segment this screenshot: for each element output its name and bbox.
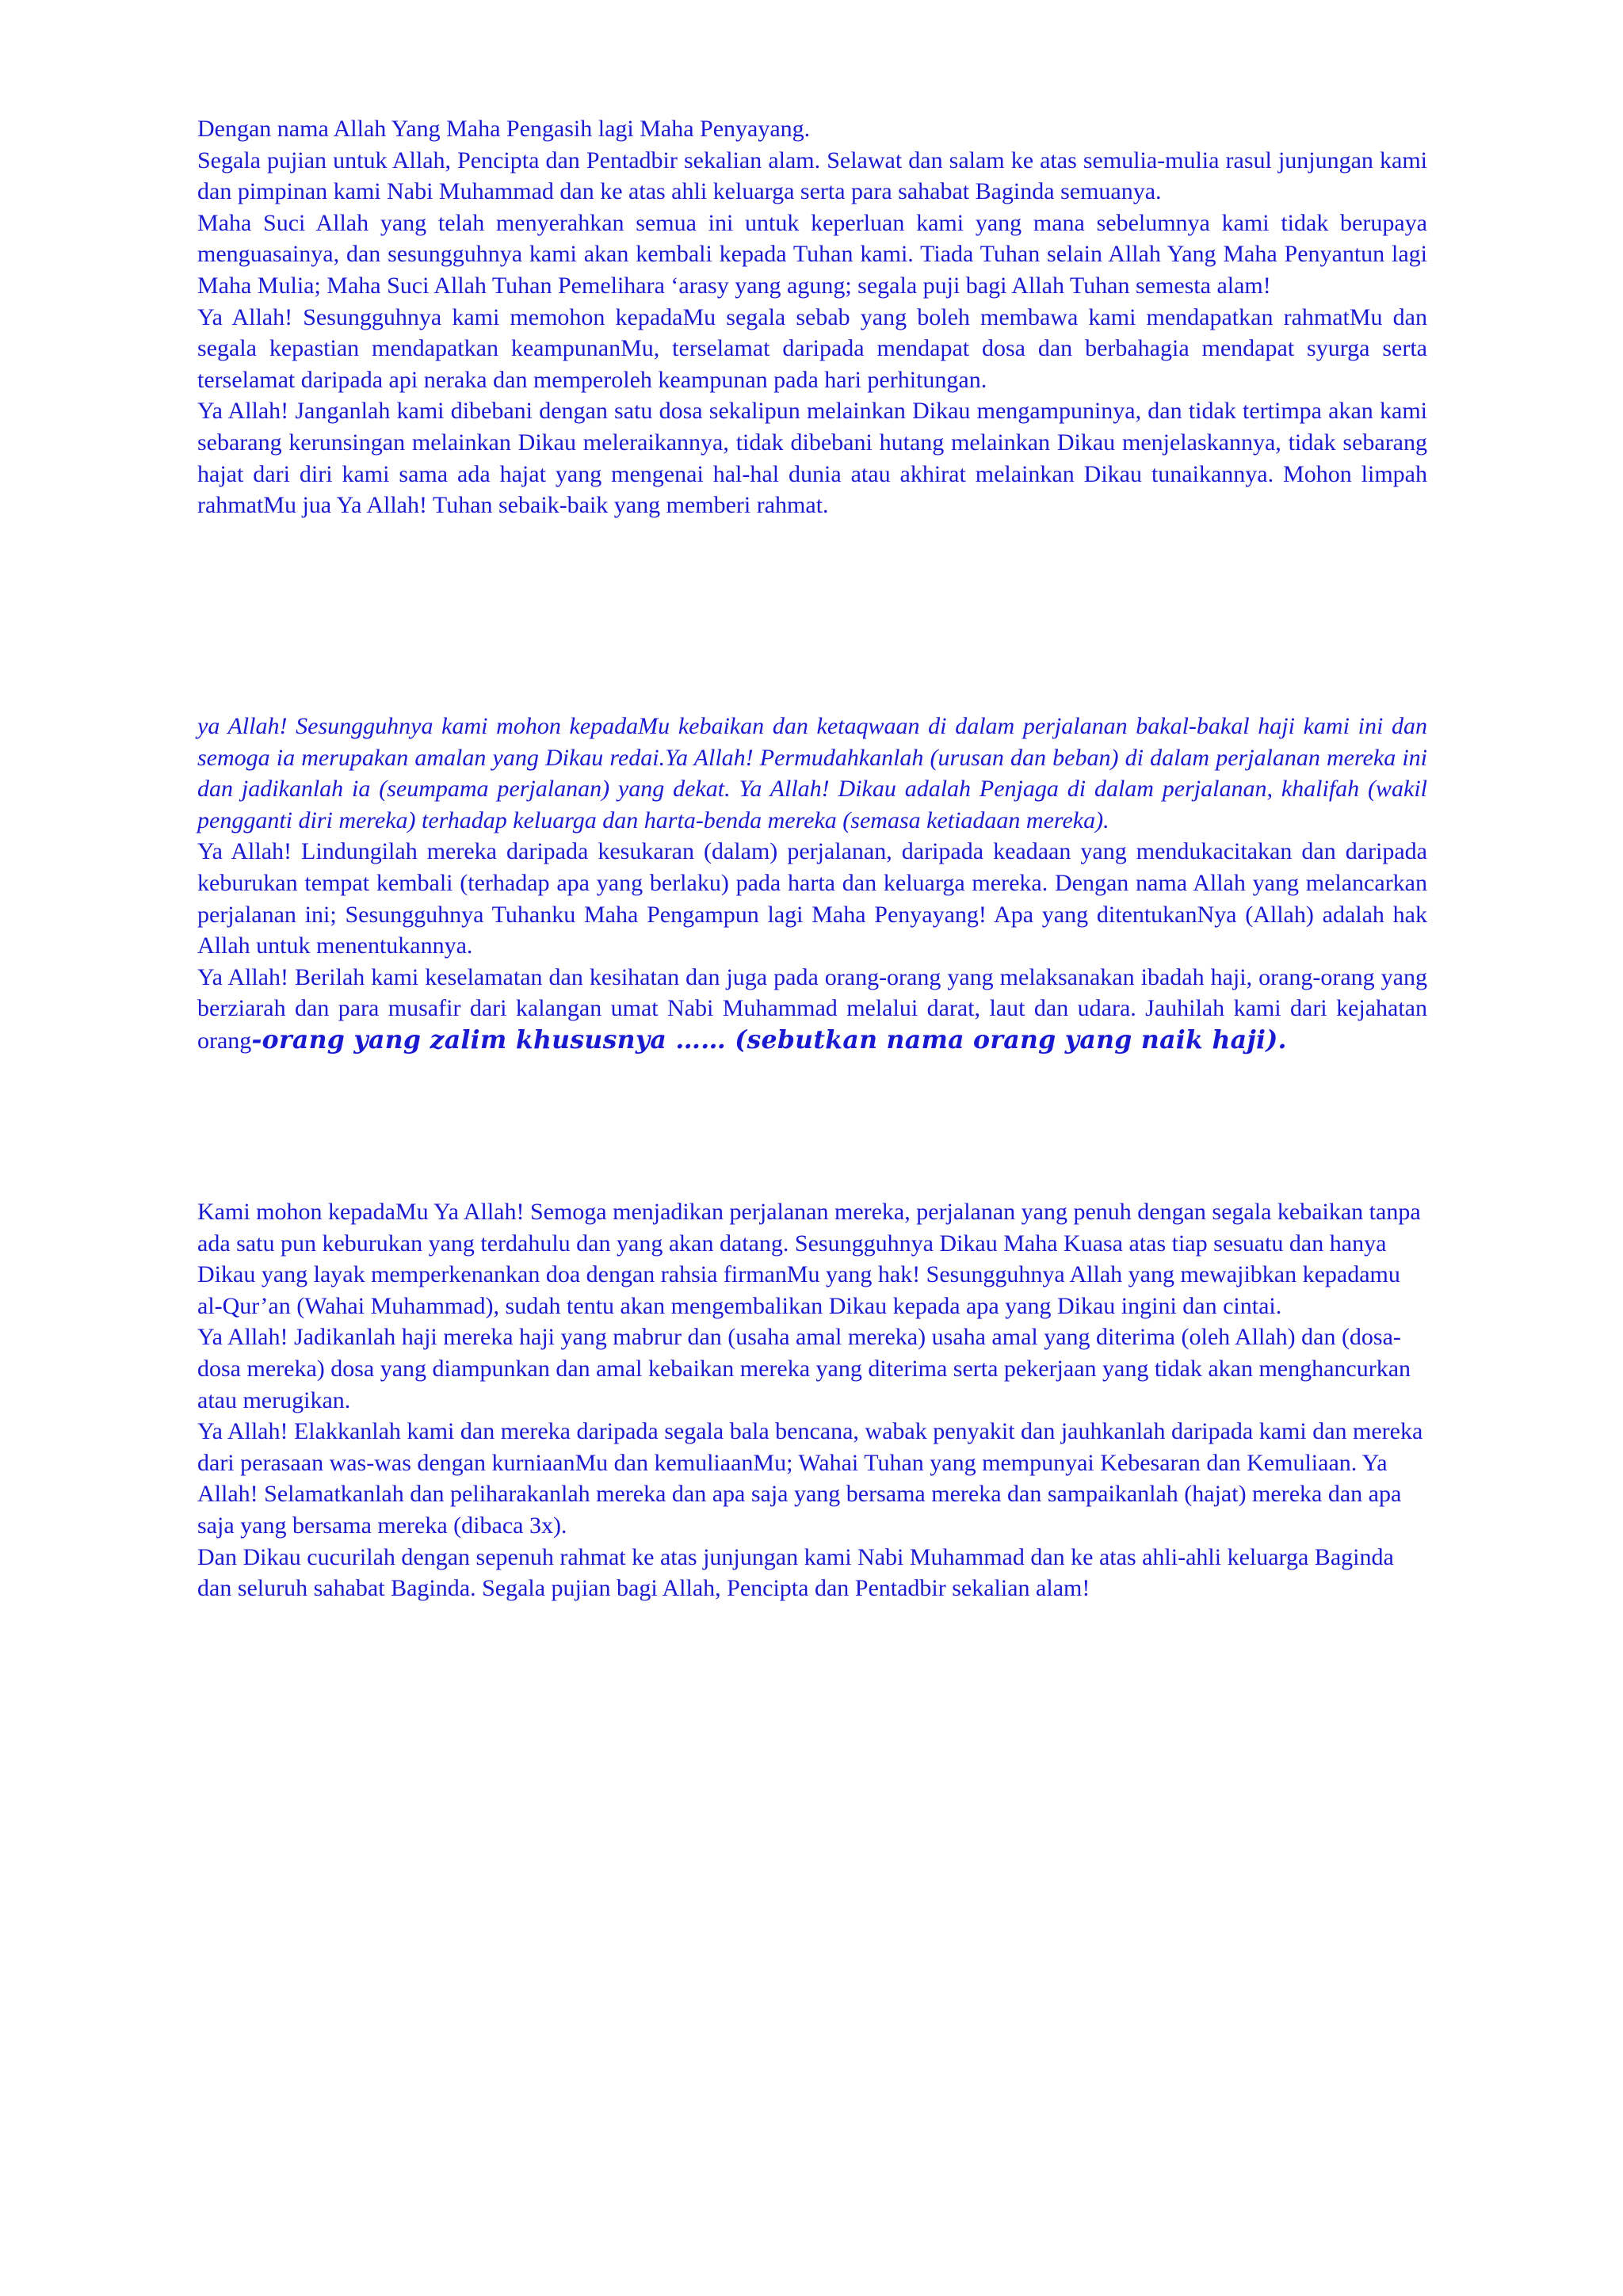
travel-piety-paragraph: ya Allah! Sesungguhnya kami mohon kepadaMu kebaikan dan ketaqwaan di dalam perjalanan bakal-bakal haji kami ini dan semoga ia merupakan amalan yang Dikau redai.Ya Allah! Permudahkanlah (urusan dan beban) di dalam perjalanan mereka ini dan jadikanlah ia (seumpama perjalanan) yang dekat. Ya Allah! Dikau adalah Penjaga di dalam perjalanan, khalifah (wakil pengganti diri mereka) terhadap keluarga dan harta-benda mereka (semasa ketiadaan mereka).: [197, 713, 1427, 833]
closing-salawat-paragraph: Dan Dikau cucurilah dengan sepenuh rahmat ke atas junjungan kami Nabi Muhammad dan ke atas ahli-ahli keluarga Baginda dan seluruh sahabat Baginda. Segala pujian bagi Allah, Pencipta dan Pentadbir sekalian alam!: [197, 1543, 1394, 1602]
hajj-mabrur-paragraph: Ya Allah! Jadikanlah haji mereka haji yang mabrur dan (usaha amal mereka) usaha amal yang diterima (oleh Allah) dan (dosa-dosa mereka) dosa yang diampunkan dan amal kebaikan mereka yang diterima serta pekerjaan yang tidak akan menghancurkan atau merugikan.: [197, 1324, 1411, 1413]
praise-paragraph: Segala pujian untuk Allah, Pencipta dan Pentadbir sekalian alam. Selawat dan salam ke atas semulia-mulia rasul junjungan kami dan pimpinan kami Nabi Muhammad dan ke atas ahli keluarga serta para sahabat Baginda semuanya.: [197, 147, 1427, 205]
supplication-forgiveness-paragraph: Ya Allah! Janganlah kami dibebani dengan satu dosa sekalipun melainkan Dikau mengampuninya, dan tidak tertimpa akan kami sebarang kerunsingan melainkan Dikau meleraikannya, tidak dibebani hutang melainkan Dikau menjelaskannya, tidak sebarang hajat dari diri kami sama ada hajat yang mengenai hal-hal dunia atau akhirat melainkan Dikau tunaikannya. Mohon limpah rahmatMu jua Ya Allah! Tuhan sebaik-baik yang memberi rahmat.: [197, 398, 1427, 519]
pilgrim-name-instruction: -orang yang zalim khususnya …… (sebutkan nama orang yang naik haji).: [251, 1024, 1287, 1055]
basmala-paragraph: Dengan nama Allah Yang Maha Pengasih lagi Maha Penyayang.: [197, 116, 811, 142]
closing-prayer-section: [197, 1196, 1427, 1604]
opening-prayer-section: [197, 113, 1427, 521]
safety-prayer-paragraph: [197, 962, 1427, 1057]
safety-prayer-text: Ya Allah! Berilah kami keselamatan dan kesihatan dan juga pada orang-orang yang melaksanakan ibadah haji, orang-orang yang berziarah dan para musafir dari kalangan umat Nabi Muhammad melalui darat, laut dan udara. Jauhilah kami dari kejahatan orang: [197, 963, 1427, 1054]
travel-prayer-section: [197, 711, 1427, 1057]
supplication-mercy-paragraph: Ya Allah! Sesungguhnya kami memohon kepadaMu segala sebab yang boleh membawa kami mendapatkan rahmatMu dan segala kepastian mendapatkan keampunanMu, terselamat daripada mendapat dosa dan berbahagia mendapat syurga serta terselamat daripada api neraka dan memperoleh keampunan pada hari perhitungan.: [197, 303, 1427, 393]
journey-goodness-paragraph: Kami mohon kepadaMu Ya Allah! Semoga menjadikan perjalanan mereka, perjalanan yang penuh dengan segala kebaikan tanpa ada satu pun keburukan yang terdahulu dan yang akan datang. Sesungguhnya Dikau Maha Kuasa atas tiap sesuatu dan hanya Dikau yang layak memperkenankan doa dengan rahsia firmanMu yang hak! Sesungguhnya Allah yang mewajibkan kepadamu al-Qur’an (Wahai Muhammad), sudah tentu akan mengembalikan Dikau kepada apa yang Dikau ingini dan cintai.: [197, 1199, 1421, 1319]
tasbih-paragraph: Maha Suci Allah yang telah menyerahkan semua ini untuk keperluan kami yang mana sebelumnya kami tidak berupaya menguasainya, dan sesungguhnya kami akan kembali kepada Tuhan kami. Tiada Tuhan selain Allah Yang Maha Penyantun lagi Maha Mulia; Maha Suci Allah Tuhan Pemelihara ‘arasy yang agung; segala puji bagi Allah Tuhan semesta alam!: [197, 209, 1427, 299]
travel-protection-paragraph: Ya Allah! Lindungilah mereka daripada kesukaran (dalam) perjalanan, daripada keadaan yang mendukacitakan dan daripada keburukan tempat kembali (terhadap apa yang berlaku) pada harta dan keluarga mereka. Dengan nama Allah yang melancarkan perjalanan ini; Sesungguhnya Tuhanku Maha Pengampun lagi Maha Penyayang! Apa yang ditentukanNya (Allah) adalah hak Allah untuk menentukannya.: [197, 838, 1427, 959]
protection-from-calamity-paragraph: Ya Allah! Elakkanlah kami dan mereka daripada segala bala bencana, wabak penyakit dan jauhkanlah daripada kami dan mereka dari perasaan was-was dengan kurniaanMu dan kemuliaanMu; Wahai Tuhan yang mempunyai Kebesaran dan Kemuliaan. Ya Allah! Selamatkanlah dan peliharakanlah mereka dan apa saja yang bersama mereka dan sampaikanlah (hajat) mereka dan apa saja yang bersama mereka (dibaca 3x).: [197, 1418, 1423, 1539]
